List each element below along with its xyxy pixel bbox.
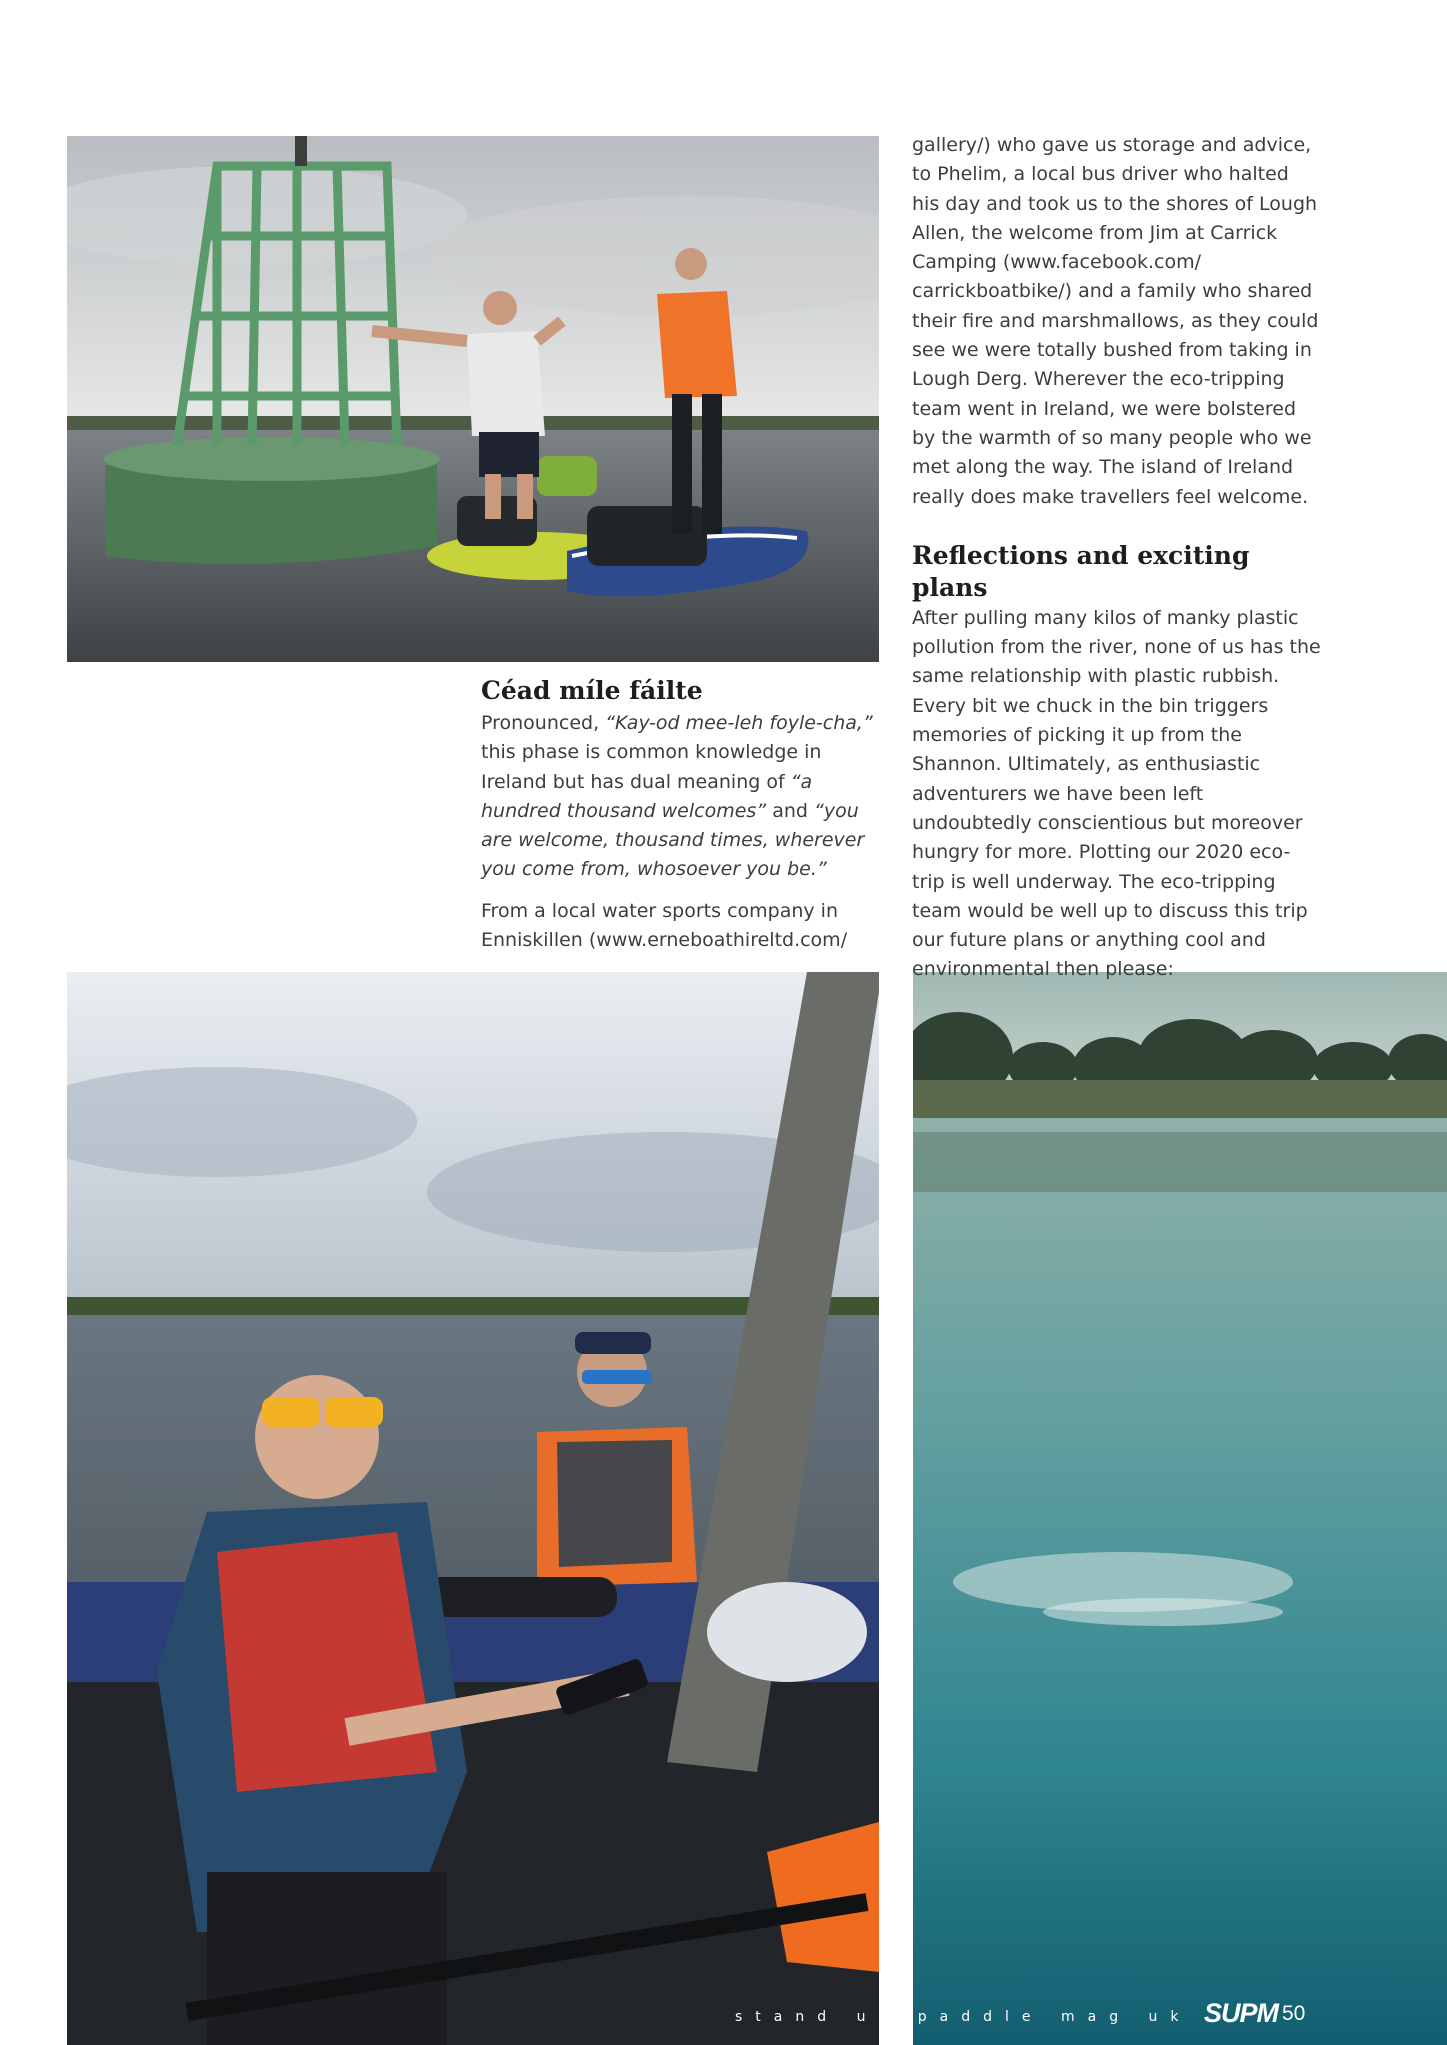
body-paragraph: From a local water sports company in Enniskillen (www.erneboathireltd.com/ [481, 899, 848, 952]
meaning-one-text: “a hundred thousand welcomes” [481, 770, 813, 822]
sentence-text: this phase is common knowledge in Ireland but has dual meaning of [481, 741, 822, 793]
body-paragraph: After pulling many kilos of manky plastic pollution from the river, none of us has the same relationship with plastic rubbish. Every bit we chuck in the bin triggers memories of picking it up from the Shannon. Ultimately, as enthusiastic adventurers we have been left undoubtedly conscientious but moreover hungry for more. Plotting our 2020 eco-trip is well underway. The eco-tripping team would be well up to discuss this trip our future plans or anything cool and environmental then please: [912, 606, 1321, 981]
section-heading: Céad míle fáilte [481, 676, 703, 705]
and-text: and [766, 799, 814, 822]
body-paragraph [481, 709, 881, 885]
magazine-logo: SUPM [1204, 1998, 1279, 2028]
pronunciation-text: “Kay-od mee-leh foyle-cha,” [605, 712, 873, 734]
meaning-two-text: “you are welcome, thousand times, wherever you come from, whosoever you be.” [481, 799, 865, 881]
body-paragraph: gallery/) who gave us storage and advice, to Phelim, a local bus driver who halted his day and took us to the shores of Lough Allen, the welcome from Jim at Carrick Camping (www.facebook.com/ carrickboatbike/) and a family who shared their fire and marshmallows, as they could see we were totally bushed from taking in Lough Derg. Wherever the eco-tripping team went in Ireland, we were bolstered by the warmth of so many people who we met along the way. The island of Ireland really does make travellers feel welcome. [912, 134, 1319, 508]
page-number: 50 [1282, 2002, 1306, 2025]
paddlers-on-buoy-photo [67, 136, 879, 662]
paddlers-on-board-photo [67, 972, 879, 2045]
section-heading: Reflections and exciting plans [912, 540, 1250, 602]
right-text-column [912, 131, 1322, 997]
cead-mile-failte-section [481, 675, 881, 967]
footer-tagline: stand up paddle mag uk [735, 2009, 1192, 2025]
lake-reflection-photo [913, 972, 1447, 2045]
pronounced-label: Pronounced, [481, 712, 606, 734]
